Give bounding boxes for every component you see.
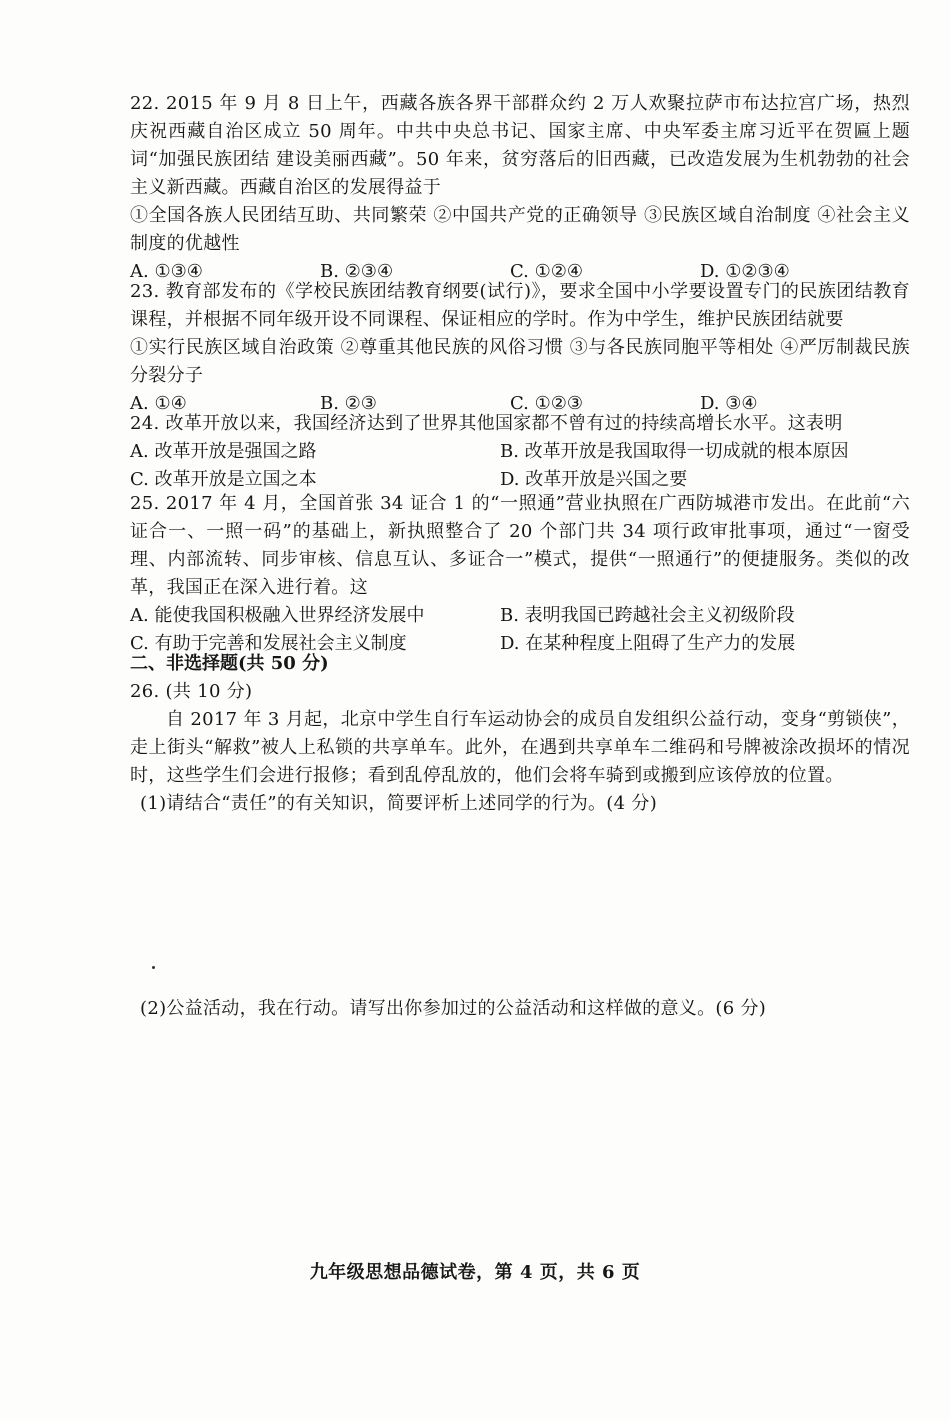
question-22-stem: 22. 2015 年 9 月 8 日上午，西藏各族各界干部群众约 2 万人欢聚拉萨市布达拉宫广场，热烈庆祝西藏自治区成立 50 周年。中共中央总书记、国家主席、中央军委主席习近平在贺匾上题词“加强民族团结 建设美丽西藏”。50 年来，贫穷落后的旧西藏，已改造发展为生机勃勃的社会主义新西藏。西藏自治区的发展得益于 <box>130 93 910 198</box>
option-d: D. 在某种程度上阻碍了生产力的发展 <box>500 633 796 654</box>
option-c: C. ①②④ <box>510 261 583 282</box>
question-22 <box>130 90 910 286</box>
option-b: B. ②③④ <box>320 261 394 282</box>
question-24-options-row1 <box>130 438 910 466</box>
question-26-part-2: (2)公益活动，我在行动。请写出你参加过的公益活动和这样做的意义。(6 分) <box>140 998 767 1019</box>
question-23-items: ①实行民族区域自治政策 ②尊重其他民族的风俗习惯 ③与各民族同胞平等相处 ④严厉制裁民族分裂分子 <box>130 337 910 386</box>
option-d: D. 改革开放是兴国之要 <box>500 469 688 490</box>
question-26-material: 自 2017 年 3 月起，北京中学生自行车运动协会的成员自发组织公益行动，变身“剪锁侠”，走上街头“解救”被人上私锁的共享单车。此外，在遇到共享单车二维码和号牌被涂改损坏的情况时，这些学生们会进行报修；看到乱停乱放的，他们会将车骑到或搬到应该停放的位置。 <box>130 709 910 786</box>
question-22-items: ①全国各族人民团结互助、共同繁荣 ②中国共产党的正确领导 ③民族区域自治制度 ④社会主义制度的优越性 <box>130 205 910 254</box>
option-c: C. 有助于完善和发展社会主义制度 <box>130 633 407 654</box>
question-26-head: 26. (共 10 分) <box>130 681 253 702</box>
question-26-part-2-wrap <box>130 995 910 1023</box>
question-26 <box>130 678 910 818</box>
question-25-options-row1 <box>130 602 910 630</box>
question-25 <box>130 490 910 658</box>
option-d: D. ①②③④ <box>700 261 790 282</box>
option-b: B. ②③ <box>320 393 377 414</box>
question-24-stem: 24. 改革开放以来，我国经济达到了世界其他国家都不曾有过的持续高增长水平。这表明 <box>130 413 843 434</box>
option-c: C. ①②③ <box>510 393 583 414</box>
option-b: B. 表明我国已跨越社会主义初级阶段 <box>500 605 795 626</box>
option-a: A. ①③④ <box>130 261 203 282</box>
question-24 <box>130 410 910 494</box>
option-a: A. 能使我国积极融入世界经济发展中 <box>130 605 425 626</box>
option-d: D. ③④ <box>700 393 758 414</box>
option-a: A. 改革开放是强国之路 <box>130 441 317 462</box>
section-heading: 二、非选择题(共 50 分) <box>130 653 329 674</box>
option-a: A. ①④ <box>130 393 187 414</box>
question-23 <box>130 278 910 418</box>
scan-speck <box>152 966 155 969</box>
question-26-part-1: (1)请结合“责任”的有关知识，简要评析上述同学的行为。(4 分) <box>140 793 658 814</box>
question-23-stem: 23. 教育部发布的《学校民族团结教育纲要(试行)》，要求全国中小学要设置专门的民族团结教育课程，并根据不同年级开设不同课程、保证相应的学时。作为中学生，维护民族团结就要 <box>130 281 910 330</box>
option-c: C. 改革开放是立国之本 <box>130 469 317 490</box>
option-b: B. 改革开放是我国取得一切成就的根本原因 <box>500 441 849 462</box>
page-footer: 九年级思想品德试卷，第 4 页，共 6 页 <box>309 1262 641 1283</box>
question-25-stem: 25. 2017 年 4 月，全国首张 34 证合 1 的“一照通”营业执照在广西防城港市发出。在此前“六证合一、一照一码”的基础上，新执照整合了 20 个部门共 34 项行政审批事项，通过“一窗受理、内部流转、同步审核、信息互认、多证合一”模式，提供“一照通行”的便捷服务。类似的改革，我国正在深入进行着。这 <box>130 493 910 598</box>
